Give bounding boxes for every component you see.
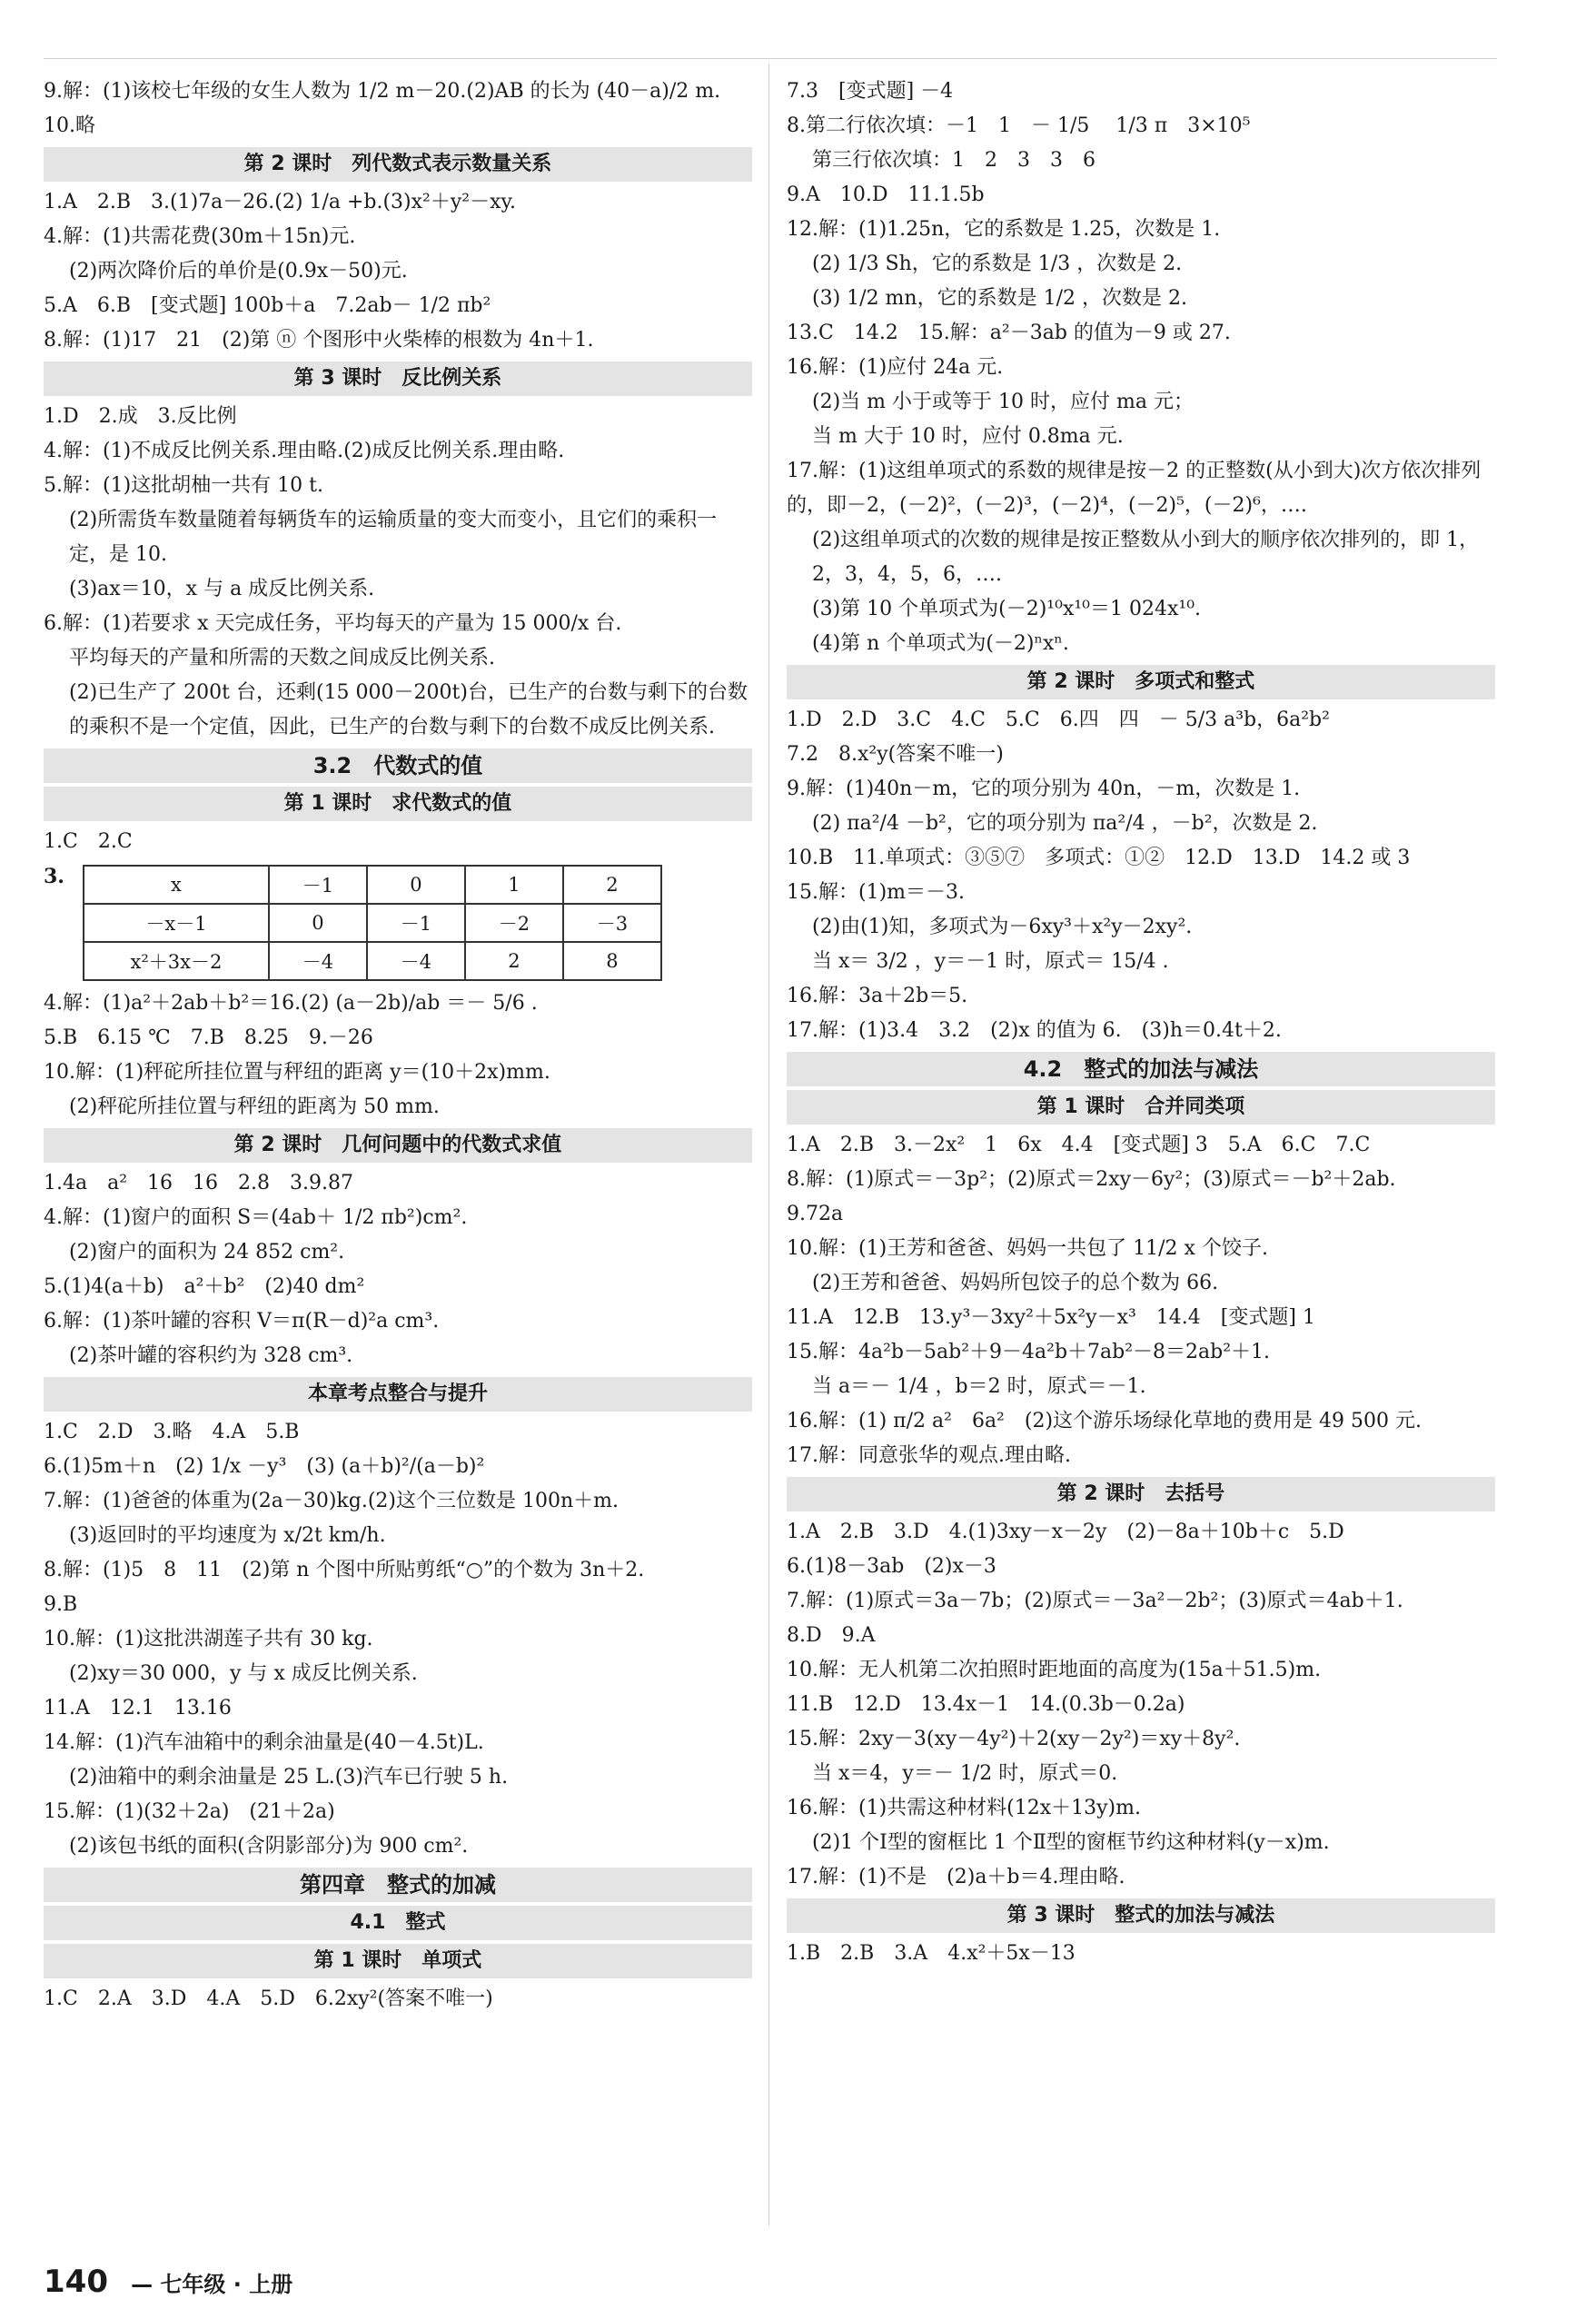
answer-line: 10.解：无人机第二次拍照时距地面的高度为(15a＋51.5)m. (787, 1659, 1322, 1681)
table-cell: －3 (563, 904, 661, 942)
answer-line: 9.B (44, 1593, 78, 1616)
section-title: 第 1 课时 合并同类项 (787, 1090, 1495, 1125)
table-cell: x (84, 866, 269, 904)
answer-line: 4.解：(1)不成反比例关系.理由略.(2)成反比例关系.理由略. (44, 440, 565, 462)
answer-line: 8.解：(1)17 21 (2)第 ⓝ 个图形中火柴棒的根数为 4n＋1. (44, 329, 594, 352)
section-title: 4.1 整式 (44, 1906, 752, 1940)
section-title: 第 1 课时 求代数式的值 (44, 787, 752, 821)
answer-line: 4.解：(1)窗户的面积 S＝(4ab＋ 1/2 πb²)cm². (44, 1206, 468, 1229)
answer-line: (2)1 个Ⅰ型的窗框比 1 个Ⅱ型的窗框节约这种材料(y－x)m. (812, 1831, 1330, 1854)
answer-line: 1.B 2.B 3.A 4.x²＋5x－13 (787, 1942, 1076, 1965)
table-cell: 1 (465, 866, 563, 904)
value-table (83, 865, 662, 981)
answer-line: (2) 1/3 Sh，它的系数是 1/3 ，次数是 2. (812, 253, 1183, 275)
answer-line: (3)ax＝10，x 与 a 成反比例关系. (69, 578, 375, 600)
answer-line: 当 a＝－ 1/4 ，b＝2 时，原式＝－1. (812, 1375, 1146, 1398)
table-cell: －4 (367, 942, 465, 980)
table-cell: x²＋3x－2 (84, 942, 269, 980)
section-title: 本章考点整合与提升 (44, 1377, 752, 1412)
answer-line: 10.B 11.单项式：③⑤⑦ 多项式：①② 12.D 13.D 14.2 或 3 (787, 847, 1411, 869)
answer-line: 1.D 2.成 3.反比例 (44, 405, 237, 428)
table-cell: －x－1 (84, 904, 269, 942)
answer-line: 9.72a (787, 1203, 844, 1225)
answer-line: (2)油箱中的剩余油量是 25 L.(3)汽车已行驶 5 h. (69, 1766, 509, 1789)
answer-line: 14.解：(1)汽车油箱中的剩余油量是(40－4.5t)L. (44, 1731, 484, 1754)
answer-line: 9.解：(1)该校七年级的女生人数为 1/2 m－20.(2)AB 的长为 (40－a)/2 m. (44, 80, 721, 103)
answer-line: 6.解：(1)茶叶罐的容积 V＝π(R－d)²a cm³. (44, 1310, 440, 1333)
answer-line: 1.A 2.B 3.－2x² 1 6x 4.4 [变式题] 3 5.A 6.C 7.C (787, 1134, 1371, 1156)
answer-line: 17.解：(1)不是 (2)a＋b＝4.理由略. (787, 1866, 1125, 1888)
table-cell: 2 (465, 942, 563, 980)
answer-line: 16.解：3a＋2b＝5. (787, 985, 968, 1007)
answer-line: 6.解：(1)若要求 x 天完成任务，平均每天的产量为 15 000/x 台. (44, 612, 622, 635)
column-divider (768, 64, 769, 2225)
answer-line: 11.B 12.D 13.4x－1 14.(0.3b－0.2a) (787, 1693, 1185, 1716)
section-title: 第 3 课时 反比例关系 (44, 362, 752, 396)
answer-line: 1.A 2.B 3.D 4.(1)3xy－x－2y (2)－8a＋10b＋c 5.D (787, 1521, 1344, 1543)
table-cell: 0 (367, 866, 465, 904)
answer-line: 8.第二行依次填：－1 1 － 1/5 1/3 π 3×10⁵ (787, 114, 1251, 137)
right-column (787, 74, 1495, 1971)
answer-line: 6.(1)8－3ab (2)x－3 (787, 1555, 996, 1578)
answer-line: 当 m 大于 10 时，应付 0.8ma 元. (812, 425, 1124, 448)
answer-line: (2) πa²/4 －b²，它的项分别为 πa²/4 ，－b²，次数是 2. (812, 812, 1318, 835)
answer-line: (2)由(1)知，多项式为－6xy³＋x²y－2xy². (812, 916, 1193, 938)
answer-line: 1.A 2.B 3.(1)7a－26.(2) 1/a +b.(3)x²＋y²－xy. (44, 191, 517, 213)
answer-line: 7.3 [变式题] －4 (787, 80, 954, 103)
table-cell: 2 (563, 866, 661, 904)
answer-line: 15.解：2xy－3(xy－4y²)＋2(xy－2y²)＝xy＋8y². (787, 1728, 1241, 1750)
answer-line: 9.A 10.D 11.1.5b (787, 183, 985, 206)
section-title: 第 2 课时 多项式和整式 (787, 665, 1495, 699)
answer-line: 当 x＝ 3/2 ，y＝－1 时，原式＝ 15/4 . (812, 950, 1169, 973)
answer-line: 5.A 6.B [变式题] 100b＋a 7.2ab－ 1/2 πb² (44, 294, 491, 317)
answer-line: 15.解：(1)m＝－3. (787, 881, 966, 904)
left-column (44, 74, 752, 2017)
answer-line: (2)该包书纸的面积(含阴影部分)为 900 cm². (69, 1835, 469, 1858)
section-title: 3.2 代数式的值 (44, 748, 752, 783)
answer-line: 17.解：(1)3.4 3.2 (2)x 的值为 6. (3)h＝0.4t＋2. (787, 1019, 1282, 1042)
answer-line: 7.解：(1)爸爸的体重为(2a－30)kg.(2)这个三位数是 100n＋m. (44, 1490, 620, 1512)
answer-line: 6.(1)5m＋n (2) 1/x －y³ (3) (a＋b)²/(a－b)² (44, 1455, 485, 1478)
answer-line: 第三行依次填：1 2 3 3 6 (812, 149, 1095, 172)
answer-line: (2)秤砣所挂位置与秤纽的距离为 50 mm. (69, 1095, 440, 1118)
page-number: 140 (44, 2264, 108, 2300)
answer-line: 17.解：(1)这组单项式的系数的规律是按－2 的正整数(从小到大)次方依次排列的，即－2，(－2)²，(－2)³，(－2)⁴，(－2)⁵，(－2)⁶，…. (787, 460, 1482, 517)
answer-line: (2)当 m 小于或等于 10 时，应付 ma 元； (812, 391, 1194, 413)
answer-line: 16.解：(1)应付 24a 元. (787, 356, 1004, 379)
grade-label: — 七年级 · 上册 (131, 2272, 293, 2297)
answer-line: 11.A 12.B 13.y³－3xy²＋5x²y－x³ 14.4 [变式题] 1 (787, 1306, 1315, 1329)
answer-line: (3)第 10 个单项式为(－2)¹⁰x¹⁰＝1 024x¹⁰. (812, 598, 1202, 620)
answer-line: 平均每天的产量和所需的天数之间成反比例关系. (69, 647, 495, 669)
answer-line: (2)茶叶罐的容积约为 328 cm³. (69, 1344, 353, 1367)
answer-line: 15.解：(1)(32＋2a) (21＋2a) (44, 1800, 335, 1823)
answer-line: (2)xy＝30 000，y 与 x 成反比例关系. (69, 1662, 418, 1685)
answer-line: (3)返回时的平均速度为 x/2t km/h. (69, 1524, 386, 1547)
section-title: 第 2 课时 列代数式表示数量关系 (44, 147, 752, 182)
table-cell: 8 (563, 942, 661, 980)
value-table-block (44, 859, 752, 986)
section-title: 第 1 课时 单项式 (44, 1944, 752, 1978)
answer-line: (4)第 n 个单项式为(－2)ⁿxⁿ. (812, 632, 1069, 655)
answer-line: (2)已生产了 200t 台，还剩(15 000－200t)台，已生产的台数与剩下的台数的乘积不是一个定值，因此，已生产的台数与剩下的台数不成反比例关系. (69, 681, 748, 738)
answer-line: 16.解：(1) π/2 a² 6a² (2)这个游乐场绿化草地的费用是 49 500 元. (787, 1410, 1422, 1432)
answer-line: 1.C 2.D 3.略 4.A 5.B (44, 1421, 300, 1443)
answer-line: 10.解：(1)这批洪湖莲子共有 30 kg. (44, 1628, 373, 1650)
top-rule (44, 58, 1497, 59)
table-row (84, 866, 661, 904)
table-cell: －1 (269, 866, 367, 904)
answer-line: (2)所需货车数量随着每辆货车的运输质量的变大而变小，且它们的乘积一定，是 10. (69, 509, 718, 566)
answer-line: 5.(1)4(a＋b) a²＋b² (2)40 dm² (44, 1275, 365, 1298)
answer-line: 4.解：(1)共需花费(30m＋15n)元. (44, 225, 356, 248)
answer-line: 12.解：(1)1.25n，它的系数是 1.25，次数是 1. (787, 218, 1221, 241)
answer-line: 11.A 12.1 13.16 (44, 1697, 232, 1719)
table-row (84, 942, 661, 980)
answer-line: 4.解：(1)a²＋2ab＋b²＝16.(2) (a－2b)/ab ＝－ 5/6 . (44, 992, 538, 1015)
answer-line: 7.2 8.x²y(答案不唯一) (787, 743, 1004, 766)
answer-line: 8.D 9.A (787, 1624, 876, 1647)
table-cell: －2 (465, 904, 563, 942)
answer-line: 10.略 (44, 114, 95, 137)
answer-line: (3) 1/2 mn，它的系数是 1/2 ，次数是 2. (812, 287, 1187, 310)
answer-line: 1.C 2.C (44, 830, 133, 853)
answer-line: 7.解：(1)原式＝3a－7b；(2)原式＝－3a²－2b²；(3)原式＝4ab＋1. (787, 1590, 1403, 1612)
section-title: 第 2 课时 去括号 (787, 1477, 1495, 1511)
answer-line: 17.解：同意张华的观点.理由略. (787, 1444, 1071, 1467)
table-cell: －1 (367, 904, 465, 942)
answer-line: (2)王芳和爸爸、妈妈所包饺子的总个数为 66. (812, 1272, 1219, 1294)
answer-line: 8.解：(1)5 8 11 (2)第 n 个图中所贴剪纸“○”的个数为 3n＋2. (44, 1559, 645, 1581)
answer-line: 10.解：(1)秤砣所挂位置与秤纽的距离 y＝(10＋2x)mm. (44, 1061, 550, 1084)
answer-line: 5.解：(1)这批胡柚一共有 10 t. (44, 474, 323, 497)
answer-line: 1.D 2.D 3.C 4.C 5.C 6.四 四 － 5/3 a³b，6a²b² (787, 709, 1330, 731)
answer-line: 1.4a a² 16 16 2.8 3.9.87 (44, 1172, 353, 1194)
answer-line: 5.B 6.15 ℃ 7.B 8.25 9.－26 (44, 1026, 373, 1049)
answer-line: 15.解：4a²b－5ab²＋9－4a²b＋7ab²－8＝2ab²＋1. (787, 1341, 1271, 1363)
answer-line: 当 x＝4，y＝－ 1/2 时，原式＝0. (812, 1762, 1118, 1785)
answer-line: 9.解：(1)40n－m，它的项分别为 40n，－m，次数是 1. (787, 778, 1301, 800)
answer-line: 10.解：(1)王芳和爸爸、妈妈一共包了 11/2 x 个饺子. (787, 1237, 1268, 1260)
table-cell: －4 (269, 942, 367, 980)
answer-line: (2)两次降价后的单价是(0.9x－50)元. (69, 260, 408, 282)
answer-line: 8.解：(1)原式＝－3p²；(2)原式＝2xy－6y²；(3)原式＝－b²＋2ab. (787, 1168, 1396, 1191)
section-title: 第四章 整式的加减 (44, 1868, 752, 1902)
section-title: 第 2 课时 几何问题中的代数式求值 (44, 1128, 752, 1163)
answer-line: 1.C 2.A 3.D 4.A 5.D 6.2xy²(答案不唯一) (44, 1987, 493, 2010)
table-cell: 0 (269, 904, 367, 942)
section-title: 4.2 整式的加法与减法 (787, 1052, 1495, 1086)
answer-line: 13.C 14.2 15.解：a²－3ab 的值为－9 或 27. (787, 322, 1231, 344)
section-title: 第 3 课时 整式的加法与减法 (787, 1898, 1495, 1933)
answer-line: (2)这组单项式的次数的规律是按正整数从小到大的顺序依次排列的，即 1，2，3，4，5，6，…. (812, 529, 1480, 586)
answer-line: (2)窗户的面积为 24 852 cm². (69, 1241, 345, 1264)
page-footer (44, 2264, 292, 2300)
table-row (84, 904, 661, 942)
table-label: 3. (44, 865, 64, 888)
answer-line: 16.解：(1)共需这种材料(12x＋13y)m. (787, 1797, 1141, 1819)
